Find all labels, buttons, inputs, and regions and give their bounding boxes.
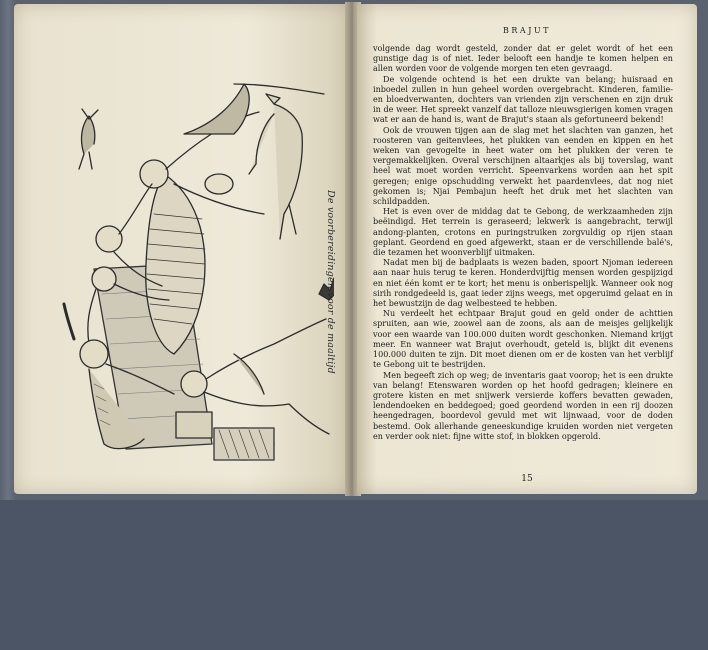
paragraph: volgende dag wordt gesteld, zonder dat er gelet wordt of het een gunstige dag is of niet. Ieder belooft een handje te komen helpen en allen worden voor de volgende morgen ten eten gevraagd. bbox=[373, 44, 673, 74]
left-page bbox=[14, 4, 349, 494]
paragraph: Men begeeft zich op weg; de inventaris gaat voorop; het is een drukte van belang! Etenswaren worden op het hoofd gedragen; kleinere en grotere kisten en met snijwerk versierde koffers bevatten gewaden, lendendoeken en beddegoed; goed geordend worden in een rij doozen heengedragen, boordevol gevuld met wit lijnwaad, voor de doden bestemd. Ook allerhande geneeskundige kruiden worden niet vergeten en verder ook niet: fijne witte stof, in blokken opgerold. bbox=[373, 370, 673, 441]
paragraph: De volgende ochtend is het een drukte van belang; huisraad en inboedel zullen in hun geheel worden overgebracht. Kinderen, familie- en bloedverwanten, dochters van vrienden zijn verschenen en zijn druk in de weer. Het spreekt vanzelf dat talloze nieuwsgierigen komen vragen wat er aan de hand is, want de Brajut's staan als gefortuneerd bekend! bbox=[373, 74, 673, 125]
paragraph: Nadat men bij de badplaats is wezen baden, spoort Njoman iedereen aan naar huis terug te keren. Honderdvijftig mensen worden gespijzigd en niet één komt er te kort; het menu is onberispelijk. Wanneer ook nog sirih rondgedeeld is, gaat ieder zijns weegs, met opgeruimd gelaat en in het bewustzijn de dag welbesteed te hebben. bbox=[373, 258, 673, 309]
right-page bbox=[357, 4, 697, 494]
paragraph: Het is even over de middag dat te Gebong, de werkzaamheden zijn beëindigd. Het terrein is geraseerd; lekwerk is aangebracht, terwijl andong-planten, crotons en puringstruiken zorgvuldig op rijen staan geplant. Geordend en goed afgewerkt, staan er de verschillende balé's, die tezamen het woonverblijf uitmaken. bbox=[373, 207, 673, 258]
running-head: BRAJUT bbox=[503, 26, 551, 35]
body-text bbox=[373, 44, 673, 442]
paragraph: Ook de vrouwen tijgen aan de slag met het slachten van ganzen, het roosteren van geitenvlees, het plukken van eenden en kippen en het weken van gevogelte in heet water om het plukken der veren te vergemakkelijken. Overal verschijnen altaarkjes als bij toverslag, want heel wat moet worden verricht. Speenvarkens worden aan het spit geregen; enige opschudding verwekt het paardenvlees, dat nog niet gekomen is; Njai Pembajun heeft het druk met het slachten van schildpadden. bbox=[373, 125, 673, 207]
paragraph: Nu verdeelt het echtpaar Brajut goud en geld onder de achttien spruiten, aan wie, zoowel aan de zoons, als aan de meisjes gelijkelijk voor een waarde van 100.000 duiten wordt geschonken. Niemand krijgt meer. En wanneer wat Brajut overhoudt, geteld is, blijkt dit evenens 100.000 duiten te zijn. Dit moet dienen om er de kosten van het verblijf te Gebong uit te bestrijden. bbox=[373, 309, 673, 370]
page-number: 15 bbox=[521, 474, 533, 484]
illustration-caption: De voorbereidingen voor de maaltijd bbox=[325, 190, 336, 374]
feast-preparation-illustration bbox=[34, 24, 334, 474]
